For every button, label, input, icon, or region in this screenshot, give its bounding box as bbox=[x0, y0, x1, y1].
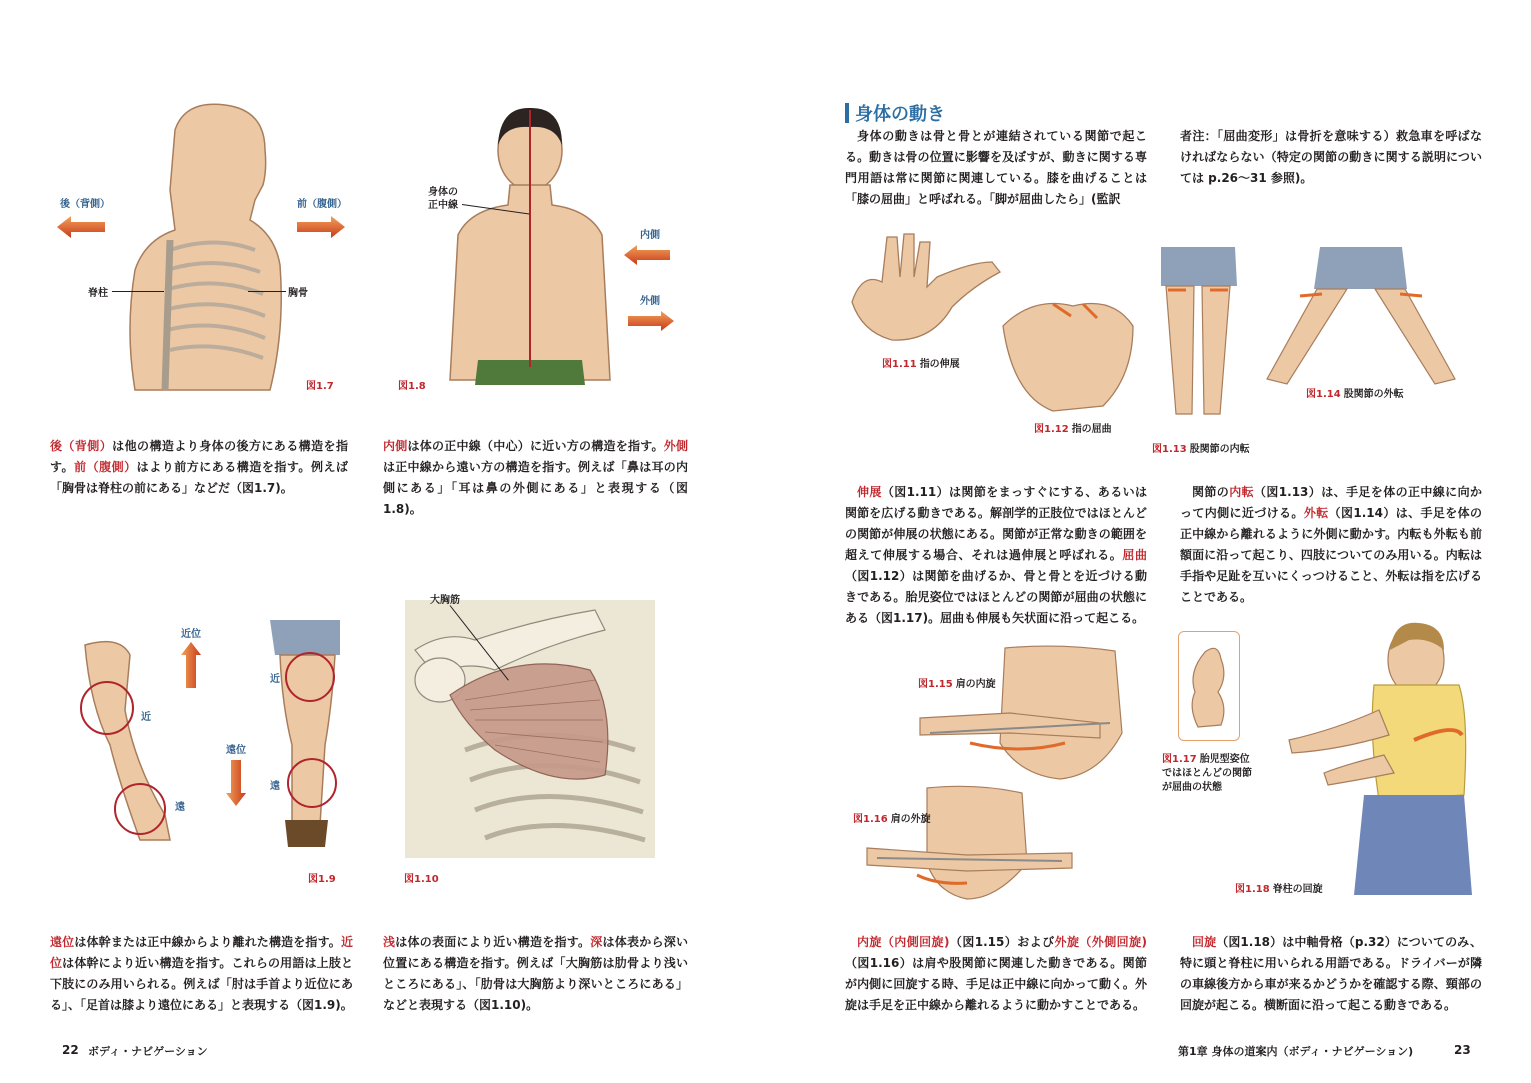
proximal-label: 近位 bbox=[181, 629, 201, 640]
shorts-adduction bbox=[1161, 247, 1237, 286]
leg-shorts bbox=[270, 620, 340, 655]
figure-1-12-caption: 図1.12 指の屈曲 bbox=[1034, 424, 1112, 435]
sternum-leader-line bbox=[248, 291, 286, 292]
figure-1-17-illustration bbox=[1183, 637, 1233, 733]
figure-1-8-illustration bbox=[440, 105, 620, 385]
figure-1-11-illustration bbox=[842, 232, 1007, 347]
figure-1-10-illustration bbox=[405, 600, 655, 858]
lateral-arrow bbox=[628, 311, 674, 331]
text-internal-external-rotation: 内旋（内側回旋)（図1.15）および外旋（外側回旋)（図1.16）は肩や股関節に関連した動きである。関節が内側に回旋する時、手足は正中線に向かって動く。外旋は手足を正中線から離れるように動かすことである。 bbox=[845, 935, 1147, 1012]
abduction-arrows bbox=[1300, 294, 1422, 296]
figure-1-13-illustration bbox=[1158, 244, 1238, 422]
yellow-shirt bbox=[1372, 685, 1465, 800]
distal-label: 遠位 bbox=[226, 745, 246, 756]
proximal-arrow bbox=[181, 642, 201, 688]
figure-1-16-caption: 図1.16 肩の外旋 bbox=[853, 814, 931, 825]
hands-flexed bbox=[1003, 304, 1133, 412]
blue-shorts bbox=[1354, 795, 1472, 895]
figure-1-18-illustration bbox=[1284, 615, 1476, 905]
back-label: 後（背側） bbox=[60, 199, 110, 210]
legs-adduction bbox=[1166, 286, 1230, 414]
near-label-leg: 近 bbox=[270, 674, 280, 685]
figure-1-14-caption: 図1.14 股関節の外転 bbox=[1306, 389, 1404, 400]
text-rotation: 回旋（図1.18）は中軸骨格（p.32）についてのみ、特に頭と脊柱に用いられる用語である。ドライバーが隣の車線後方から車が来るかどうかを確認する際、頸部の回旋が起こる。横断面に沿って起こる動きである。 bbox=[1180, 935, 1482, 1012]
section-title bbox=[845, 100, 945, 126]
figure-1-7-illustration bbox=[115, 100, 355, 400]
text-anterior-posterior: 後（背側）は他の構造より身体の後方にある構造を指す。前（腹側）はより前方にある構造を指す。例えば「胸骨は脊柱の前にある」などだ（図1.7)。 bbox=[50, 439, 348, 495]
hands-extended bbox=[852, 234, 1000, 340]
legs-abduction bbox=[1267, 289, 1455, 384]
far-label-leg: 遠 bbox=[270, 781, 280, 792]
front-arrow bbox=[297, 216, 345, 238]
intro-text-col2: 者注：「屈曲変形」は骨折を意味する）救急車を呼ばなければならない（特定の関節の動きに関する説明については p.26〜31 参照)。 bbox=[1180, 129, 1482, 185]
running-title-left: ボディ・ナビゲーション bbox=[88, 1045, 208, 1058]
figure-1-10-number: 図1.10 bbox=[404, 874, 439, 885]
section-bar bbox=[845, 103, 849, 123]
text-extension-flexion: 伸展（図1.11）は関節をまっすぐにする、あるいは関節を広げる動きである。解剖学的正肢位ではほとんどの関節が伸展の状態にある。関節が正常な動きの範囲を超えて伸展する場合、それは過伸展と呼ばれる。屈曲（図1.12）は関節を曲げるか、骨と骨とを近づける動きである。胎児姿位ではほとんどの関節が屈曲の状態にある（図1.17)。屈曲も伸展も矢状面に沿って起こる。 bbox=[845, 485, 1147, 625]
intro-text-col1: 身体の動きは骨と骨とが連結されている関節で起こる。動きは骨の位置に影響を及ぼすが、動きに関する専門用語は常に関節に関連している。膝を曲げることは「膝の屈曲」と呼ばれる。「脚が屈曲したら」(監訳 bbox=[845, 129, 1147, 206]
fetal-position-figure bbox=[1192, 648, 1224, 727]
figure-1-12-illustration bbox=[993, 286, 1138, 414]
text-adduction-abduction: 関節の内転（図1.13）は、手足を体の正中線に向かって内側に近づける。外転（図1.14）は、手足を体の正中線から離れるように外側に動かす。内転も外転も前額面に沿って起こり、四肢についてのみ用いる。内転は手指や足趾を互いにくっつけること、外転は指を広げることである。 bbox=[1180, 485, 1482, 604]
distal-arrow bbox=[226, 760, 246, 806]
back-arrow bbox=[57, 216, 105, 238]
front-label: 前（腹側） bbox=[297, 199, 347, 210]
figure-1-18-caption: 図1.18 脊柱の回旋 bbox=[1235, 884, 1323, 895]
text-proximal-distal: 遠位は体幹または正中線からより離れた構造を指す。近位は体幹により近い構造を指す。これらの用語は上肢と下肢にのみ用いられる。例えば「肘は手首より近位にある」、「足首は膝より遠位にある」と表現する（図1.9)。 bbox=[50, 935, 353, 1012]
spine-label: 脊柱 bbox=[88, 288, 108, 299]
section-title-text: 身体の動き bbox=[855, 104, 945, 125]
figure-1-17-caption: 図1.17 胎児型姿位 ではほとんどの関節 が屈曲の状態 bbox=[1162, 754, 1252, 793]
figure-1-14-illustration bbox=[1262, 244, 1460, 392]
figure-1-15-illustration bbox=[900, 643, 1135, 783]
near-label-arm: 近 bbox=[141, 712, 151, 723]
page-number-left: 22 bbox=[62, 1043, 79, 1057]
figure-1-9-illustration bbox=[70, 615, 340, 855]
medial-label: 内側 bbox=[640, 230, 660, 241]
lateral-label: 外側 bbox=[640, 296, 660, 307]
text-medial-lateral: 内側は体の正中線（中心）に近い方の構造を指す。外側は正中線から遠い方の構造を指す。例えば「鼻は耳の内側にある」「耳は鼻の外側にある」と表現する（図1.8)。 bbox=[383, 439, 688, 516]
sternum-label: 胸骨 bbox=[288, 288, 308, 299]
page-number-right: 23 bbox=[1454, 1043, 1471, 1057]
figure-1-15-caption: 図1.15 肩の内旋 bbox=[918, 679, 996, 690]
leg-drawing bbox=[280, 655, 335, 825]
figure-1-13-caption: 図1.13 股関節の内転 bbox=[1152, 444, 1250, 455]
midline-label: 身体の 正中線 bbox=[428, 187, 458, 211]
text-superficial-deep: 浅は体の表面により近い構造を指す。深は体表から深い位置にある構造を指す。例えば「大胸筋は肋骨より浅いところにある」、「肋骨は大胸筋より深いところにある」などと表現する（図1.10)。 bbox=[383, 935, 688, 1012]
figure-1-8-number: 図1.8 bbox=[398, 381, 426, 392]
medial-arrow bbox=[624, 245, 670, 265]
figure-1-9-number: 図1.9 bbox=[308, 874, 336, 885]
sandal bbox=[285, 820, 328, 847]
spine-leader-line bbox=[112, 291, 164, 292]
running-title-right: 第1章 身体の道案内（ボディ・ナビゲーション) bbox=[1178, 1045, 1414, 1058]
pectoralis-label: 大胸筋 bbox=[430, 595, 460, 606]
shorts-abduction bbox=[1314, 247, 1407, 289]
torso-internal-rotation bbox=[1000, 646, 1122, 779]
figure-1-16-illustration bbox=[857, 783, 1082, 901]
figure-1-7-number: 図1.7 bbox=[306, 381, 334, 392]
spine-drawing bbox=[165, 240, 170, 390]
arm-drawing bbox=[85, 642, 170, 840]
far-label-arm: 遠 bbox=[175, 802, 185, 813]
figure-1-11-caption: 図1.11 指の伸展 bbox=[882, 359, 960, 370]
